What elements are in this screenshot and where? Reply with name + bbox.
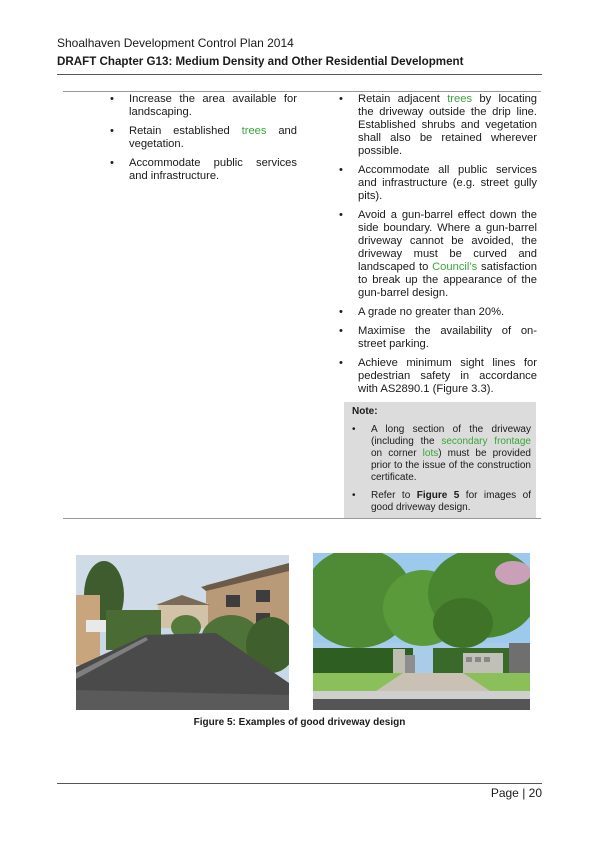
trees-link[interactable]: trees (241, 125, 267, 137)
list-item: • Increase the area available for landscaping. (110, 93, 297, 118)
list-item: • Avoid a gun-barrel effect down the side boundary. Where a gun-barrel driveway cannot be avoided, the driveway must be curved and landscaped to Council’s satisfaction to break up the appearance of the gun-barrel design. (339, 209, 537, 299)
chapter-subtitle: DRAFT Chapter G13: Medium Density and Other Residential Development (57, 55, 464, 68)
bullet-icon: • (110, 93, 114, 105)
bullet-icon: • (339, 306, 343, 318)
driveway-photo-2 (313, 553, 530, 710)
page-number: Page | 20 (490, 786, 542, 800)
list-item: • Retain adjacent trees by locating the driveway outside the drip line. Established shrubs and vegetation shall also be retained wherever possible. (339, 93, 538, 157)
list-item: • Retain established trees and vegetation. (110, 125, 298, 150)
bullet-icon: • (339, 357, 343, 369)
list-item: • A long section of the driveway (including the secondary frontage on corner lots) must be provided prior to the issue of the construction certificate. (352, 424, 531, 483)
header-rule (57, 74, 542, 75)
list-item: • Accommodate public services and infrastructure. (110, 157, 297, 182)
document-title: Shoalhaven Development Control Plan 2014 (57, 36, 294, 50)
controls-list (339, 93, 537, 396)
list-item: • Accommodate all public services and infrastructure (e.g. street gully pits). (339, 164, 537, 202)
footer-rule (57, 783, 542, 784)
trees-link[interactable]: trees (447, 93, 473, 105)
table-bottom-border (63, 518, 541, 519)
bullet-icon: • (110, 157, 114, 169)
driveway-photo-2-image (313, 553, 530, 710)
list-item: • Maximise the availability of on-street parking. (339, 325, 537, 350)
bullet-icon: • (339, 164, 343, 176)
bullet-icon: • (110, 125, 114, 137)
driveway-photo-1 (76, 555, 289, 710)
bullet-icon: • (339, 209, 343, 221)
objectives-list (110, 93, 297, 183)
objectives-column (110, 93, 297, 189)
note-title: Note: (352, 406, 378, 417)
note-box (344, 402, 536, 518)
bullet-icon: • (339, 93, 343, 105)
controls-column (339, 93, 537, 402)
secondary-frontage-link[interactable]: secondary frontage (441, 436, 531, 447)
figure-caption: Figure 5: Examples of good driveway design (193, 717, 406, 728)
figure-reference: Figure 5 (416, 490, 460, 501)
list-item: • Refer to Figure 5 for images of good driveway design. (352, 490, 531, 513)
note-list (352, 424, 531, 520)
list-item: • A grade no greater than 20%. (339, 306, 505, 318)
driveway-photo-1-image (76, 555, 289, 710)
bullet-icon: • (339, 325, 343, 337)
lots-link[interactable]: lots (422, 448, 439, 459)
council-link[interactable]: Council’s (432, 261, 478, 273)
table-top-border (63, 91, 541, 92)
bullet-icon: • (352, 490, 356, 501)
bullet-icon: • (352, 424, 356, 435)
list-item: • Achieve minimum sight lines for pedestrian safety in accordance with AS2890.1 (Figure 3.3). (339, 357, 537, 395)
